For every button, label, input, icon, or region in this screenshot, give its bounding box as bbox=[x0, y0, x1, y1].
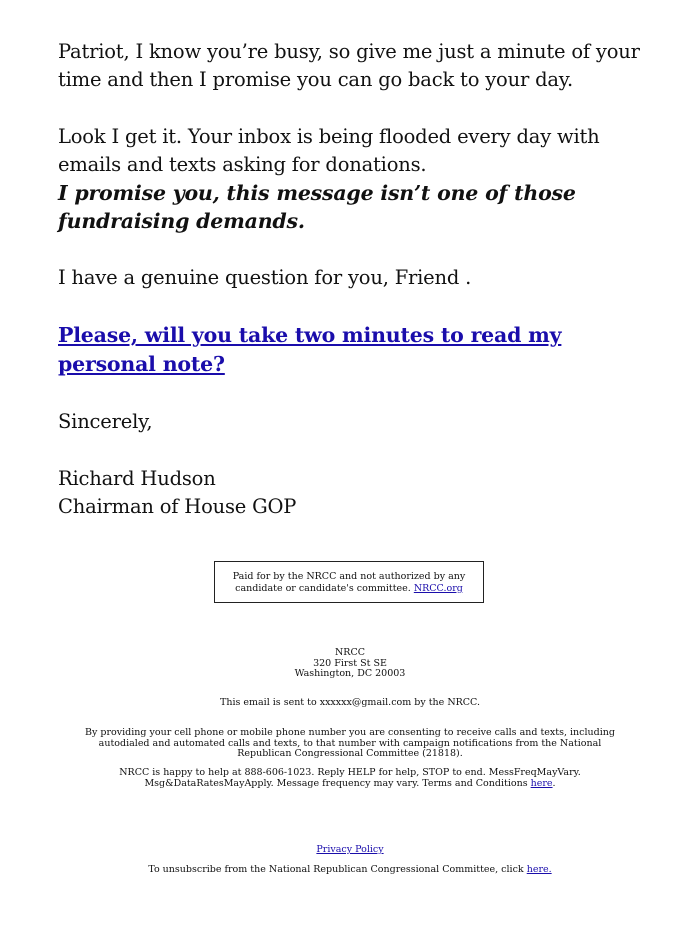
sent-to-notice bbox=[80, 698, 620, 709]
disclaimer-text: Paid for by the NRCC and not authorized by any candidate or candidate's committee. bbox=[232, 571, 466, 594]
org-name: NRCC bbox=[334, 647, 365, 658]
consent-text: By providing your cell phone or mobile phone number you are consenting to receive calls and texts, including autodialed and automated calls and texts, to that number with campaign notifications from the National Republican Congressional Committee (21818). bbox=[85, 727, 615, 759]
privacy-section bbox=[80, 845, 620, 856]
signer-title: Chairman of House GOP bbox=[58, 495, 297, 518]
inbox-paragraph: Look I get it. Your inbox is being flooded every day with emails and texts asking for donations. bbox=[58, 125, 600, 176]
closing-text: Sincerely, bbox=[58, 410, 153, 433]
consent-notice bbox=[80, 728, 620, 760]
intro-paragraph: Patriot, I know you’re busy, so give me just a minute of your time and then I promise you can go back to your day. bbox=[58, 40, 640, 91]
paid-for-disclaimer bbox=[214, 561, 484, 603]
unsubscribe-link[interactable]: here. bbox=[526, 864, 552, 875]
privacy-policy-link[interactable]: Privacy Policy bbox=[316, 844, 384, 855]
unsubscribe-text: To unsubscribe from the National Republican Congressional Committee, click bbox=[148, 864, 524, 875]
terms-link[interactable]: here bbox=[530, 777, 553, 789]
sent-to-text: This email is sent to xxxxxx@gmail.com by the NRCC. bbox=[219, 697, 481, 708]
question-paragraph: I have a genuine question for you, Friend . bbox=[58, 266, 472, 289]
help-text: NRCC is happy to help at 888-606-1023. Reply HELP for help, STOP to end. MessFreqMayVary. Msg&DataRatesMayApply. Message frequency may vary. Terms and Conditions bbox=[119, 767, 581, 789]
street-address: 320 First St SE bbox=[313, 657, 387, 669]
email-body bbox=[58, 38, 658, 521]
unsubscribe-section bbox=[80, 865, 620, 876]
nrcc-org-link[interactable]: NRCC.org bbox=[413, 582, 463, 594]
footer-address bbox=[80, 648, 620, 680]
promise-emphasis: I promise you, this message isn’t one of those fundraising demands. bbox=[58, 181, 576, 233]
help-end: . bbox=[552, 777, 556, 789]
help-notice bbox=[80, 768, 620, 789]
city-address: Washington, DC 20003 bbox=[294, 668, 406, 679]
read-note-link[interactable]: Please, will you take two minutes to read my personal note? bbox=[58, 323, 562, 376]
signer-name: Richard Hudson bbox=[58, 467, 216, 490]
